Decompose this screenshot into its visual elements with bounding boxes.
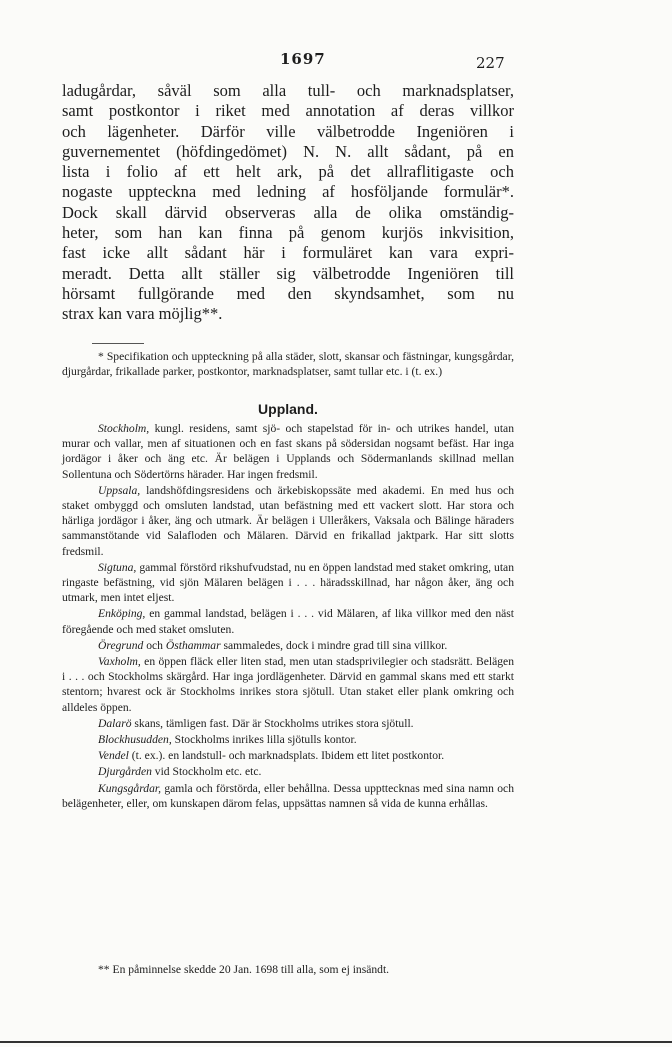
entry-vendel: [62, 748, 514, 763]
main-line: fast icke allt sådant här i formuläret kan vara expri-: [62, 243, 514, 263]
place-name: Djurgården: [98, 765, 152, 779]
footnote-specification: [62, 349, 514, 379]
main-line: och lägenheter. Därför ville välbetrodde Ingeniören i: [62, 121, 514, 141]
place-name: Vendel: [98, 749, 129, 763]
place-name: Vaxholm,: [98, 655, 141, 669]
main-line: guvernementet (höfdingedömet) N. N. allt sådant, på en: [62, 141, 514, 161]
place-name: Öregrund: [98, 638, 144, 652]
entry-stockholm: [62, 421, 514, 482]
entry-djurgarden: [62, 764, 514, 779]
entry-oregrund: [62, 638, 514, 653]
place-name: Östhammar: [165, 638, 221, 652]
main-line: heter, som han kan finna på genom kurjös inkvisition,: [62, 223, 514, 243]
main-line: meradt. Detta allt ställer sig välbetrodde Ingeniören till: [62, 263, 514, 283]
entry-text: en öppen fläck eller liten stad, men utan stadsprivilegier och stadsrätt. Belägen i . . . och Stockholms skärgård. Har inga jordlägenheter. Därvid en gammal skans med ett starkt stentorn; hvarest ock är Stockholms inrikes stora sjötull. Utan staket eller plank omkring och alldeles öppen.: [62, 655, 514, 714]
entry-list: [62, 421, 514, 812]
entry-sigtuna: [62, 560, 514, 606]
entry-text: Stockholms inrikes lilla sjötulls kontor.: [171, 733, 357, 747]
bottom-edge-line: [0, 1041, 672, 1043]
main-line: ladugårdar, såväl som alla tull- och marknadsplatser,: [62, 81, 514, 100]
entry-kungsgardar: [62, 781, 514, 811]
entry-blockhusudden: [62, 732, 514, 747]
entry-text: kungl. residens, samt sjö- och stapelstad för in- och utrikes handel, utan murar och vallar, men af situationen och en fast skans på södersidan nogsamt befäst. Har inga jordägor i åker och äng etc. Är belägen i Upplands och Södermanlands skillnad mellan Sollentuna och Södertörns härader. Har ingen fredsmil.: [62, 422, 514, 481]
entry-dalaro: [62, 716, 514, 731]
place-name: Enköping,: [98, 607, 146, 621]
main-line: Dock skall därvid observeras alla de olika omständig-: [62, 202, 514, 222]
section-heading: Uppland.: [258, 401, 318, 417]
entry-text: vid Stockholm etc. etc.: [151, 765, 262, 779]
page-year: 1697: [280, 50, 326, 68]
footnote-divider: [92, 343, 144, 344]
entry-uppsala: [62, 483, 514, 559]
main-text: [62, 81, 514, 325]
entry-text: (t. ex.). en landstull- och marknadsplats. Ibidem ett litet postkontor.: [128, 749, 445, 763]
entry-enkoping: [62, 606, 514, 636]
place-name: Kungsgårdar,: [98, 781, 162, 795]
place-name: Sigtuna,: [98, 560, 137, 574]
main-line: strax kan vara möjlig**.: [62, 304, 223, 324]
entry-text: en gammal landstad, belägen i . . . vid Mälaren, af lika villkor med den näst föregående och med staket omsluten.: [62, 607, 514, 636]
entry-text: sammaledes, dock i mindre grad till sina villkor.: [220, 638, 448, 652]
place-name: Uppsala,: [98, 483, 141, 497]
main-line: lista i folio af ett helt ark, på det allraflitigaste och: [62, 162, 514, 182]
place-name: Stockholm,: [98, 422, 150, 435]
entry-text: gamla och förstörda, eller behållna. Dessa uppttecknas med sina namn och belägenheter, eller, om kunskapen därom felas, uppsättas namnen så vida de kunna erhållas.: [62, 781, 514, 810]
main-line: samt postkontor i riket med annotation af deras villkor: [62, 101, 514, 121]
entry-vaxholm: [62, 654, 514, 715]
page-number: 227: [476, 54, 505, 72]
entry-text: landshöfdingsresidens och ärkebiskopssäte med akademi. En med hus och staket ombyggd och omsluten landstad, utan befästning med ett vackert slott. Har stora och härliga jordägor i åker, äng och utmark. Är belägen i Ulleråkers, Vaksala och Bälinge häraders sammanstötande vid Salafloden och Mälaren. Därvid en frikallad jaktpark. Har sitt slotts fredsmil.: [62, 483, 514, 558]
entry-text: gammal förstörd rikshufvudstad, nu en öppen landstad med staket omkring, utan ringaste befästning, vid sjön Mälaren belägen i . . . häradsskillnad, har någon åker, äng och utmark, men intet eljest.: [62, 560, 514, 605]
main-line: nogaste uppteckna med ledning af hosföljande formulär*.: [62, 182, 514, 202]
main-line: hörsamt fullgörande med den skyndsamhet, som nu: [62, 283, 514, 303]
footnote-text: ** En påminnelse skedde 20 Jan. 1698 till alla, som ej insändt.: [98, 963, 390, 976]
entry-text: och: [143, 638, 166, 652]
place-name: Blockhusudden,: [98, 733, 172, 747]
footnote-reminder: [62, 962, 514, 977]
footnote-text: * Specifikation och uppteckning på alla städer, slott, skansar och fästningar, kungsgårdar, djurgårdar, frikallade parker, postkontor, marknadsplatser, samt tullar etc. i (t. ex.): [62, 350, 514, 379]
entry-text: skans, tämligen fast. Där är Stockholms utrikes stora sjötull.: [131, 716, 414, 730]
place-name: Dalarö: [98, 716, 132, 730]
